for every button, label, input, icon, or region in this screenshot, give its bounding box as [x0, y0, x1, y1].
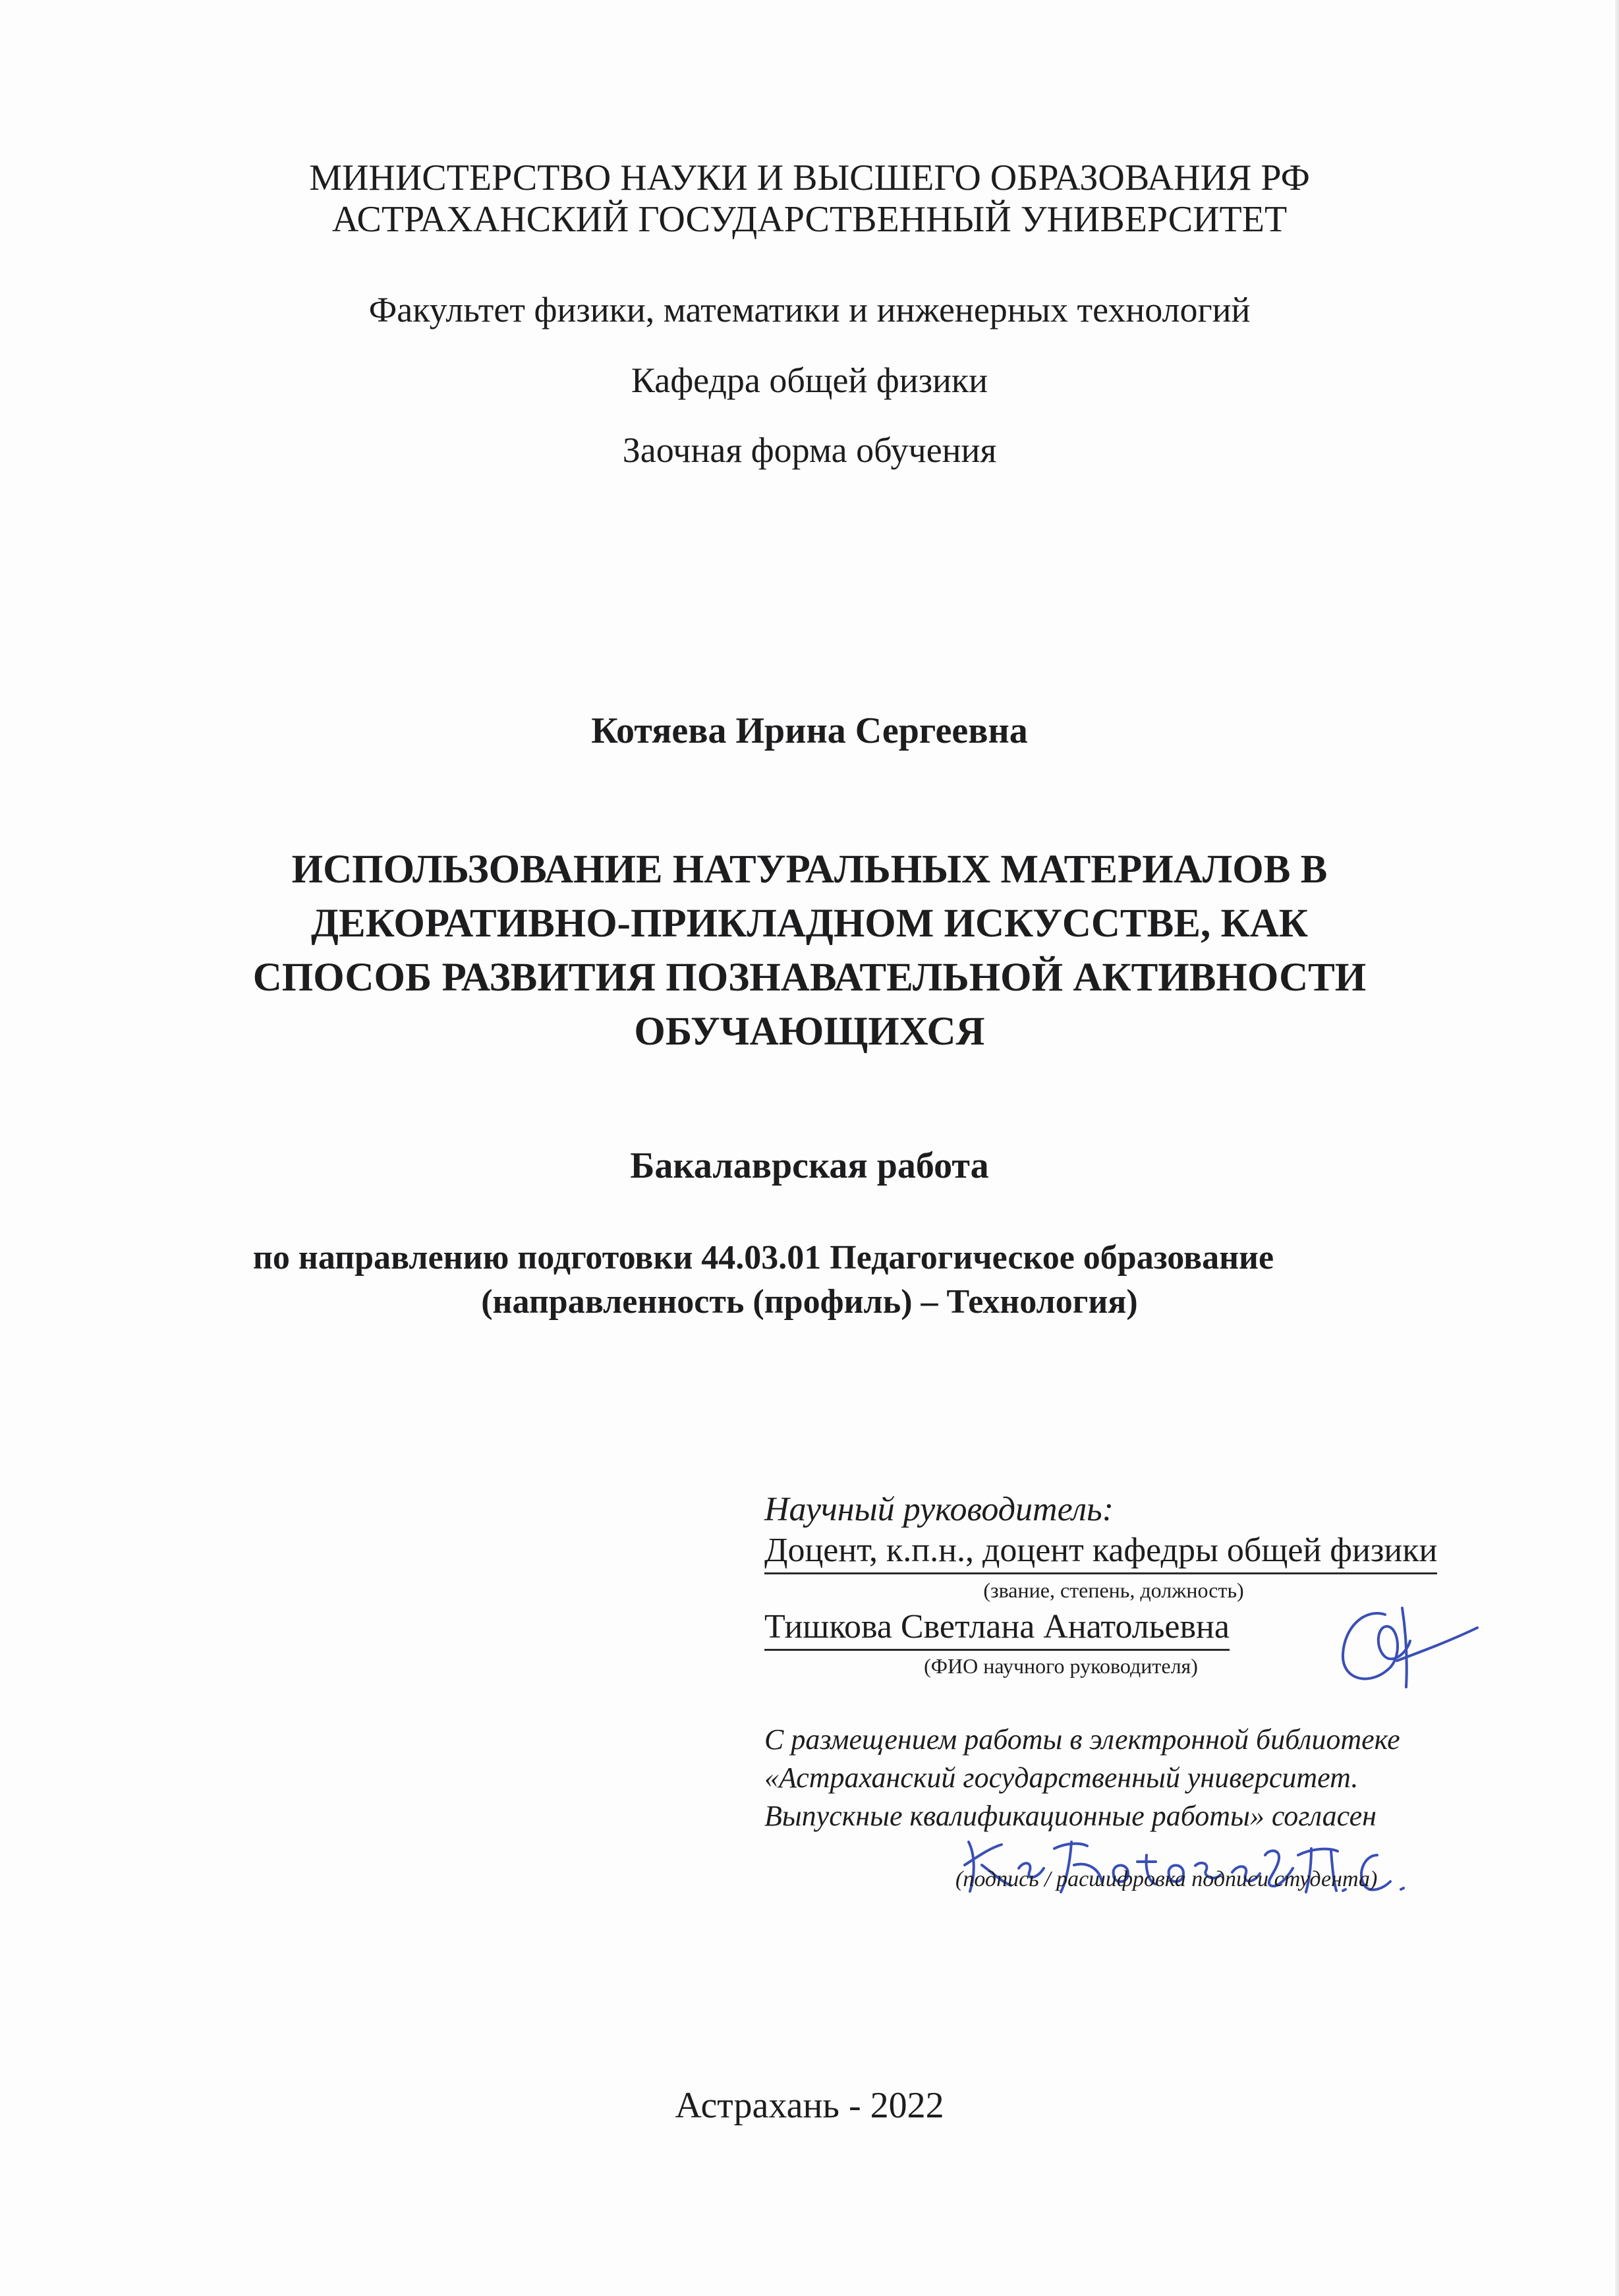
- direction-line-1: по направлению подготовки 44.03.01 Педагогическое образование: [252, 1239, 1274, 1277]
- supervisor-signature: [1324, 1588, 1483, 1707]
- consent-line-1: С размещением работы в электронной библиотеке: [764, 1723, 1400, 1756]
- work-type: Бакалаврская работа: [630, 1145, 989, 1186]
- thesis-title-line-3: СПОСОБ РАЗВИТИЯ ПОЗНАВАТЕЛЬНОЙ АКТИВНОСТИ: [252, 956, 1367, 1000]
- faculty-line: Факультет физики, математики и инженерных технологий: [368, 290, 1251, 330]
- supervisor-position-caption: (звание, степень, должность): [983, 1578, 1244, 1602]
- supervisor-name: Тишкова Светлана Анатольевна: [764, 1607, 1230, 1651]
- consent-line-2: «Астраханский государственный университет.: [764, 1762, 1359, 1794]
- university-line: АСТРАХАНСКИЙ ГОСУДАРСТВЕННЫЙ УНИВЕРСИТЕТ: [331, 199, 1288, 240]
- thesis-title-line-2: ДЕКОРАТИВНО-ПРИКЛАДНОМ ИСКУССТВЕ, КАК: [310, 902, 1309, 946]
- study-form-line: Заочная форма обучения: [622, 430, 997, 470]
- author-name: Котяева Ирина Сергеевна: [591, 710, 1028, 751]
- department-line: Кафедра общей физики: [631, 360, 988, 400]
- direction-line-2: (направленность (профиль) – Технология): [481, 1283, 1138, 1321]
- city-year: Астрахань - 2022: [675, 2085, 944, 2126]
- consent-line-3: Выпускные квалификационные работы» согласен: [764, 1800, 1377, 1832]
- supervisor-position-wrap: [764, 1530, 1437, 1574]
- supervisor-name-caption: (ФИО научного руководителя): [924, 1654, 1198, 1678]
- thesis-title-line-1: ИСПОЛЬЗОВАНИЕ НАТУРАЛЬНЫХ МАТЕРИАЛОВ В: [291, 847, 1328, 892]
- signature-caption: (подпись / расшифровка подписи студента): [955, 1867, 1378, 1891]
- supervisor-position: Доцент, к.п.н., доцент кафедры общей физики: [764, 1530, 1437, 1574]
- supervisor-name-wrap: [764, 1607, 1230, 1651]
- supervisor-heading: Научный руководитель:: [764, 1491, 1114, 1528]
- thesis-title-line-4: ОБУЧАЮЩИХСЯ: [634, 1010, 985, 1054]
- ministry-line: МИНИСТЕРСТВО НАУКИ И ВЫСШЕГО ОБРАЗОВАНИЯ РФ: [309, 158, 1310, 198]
